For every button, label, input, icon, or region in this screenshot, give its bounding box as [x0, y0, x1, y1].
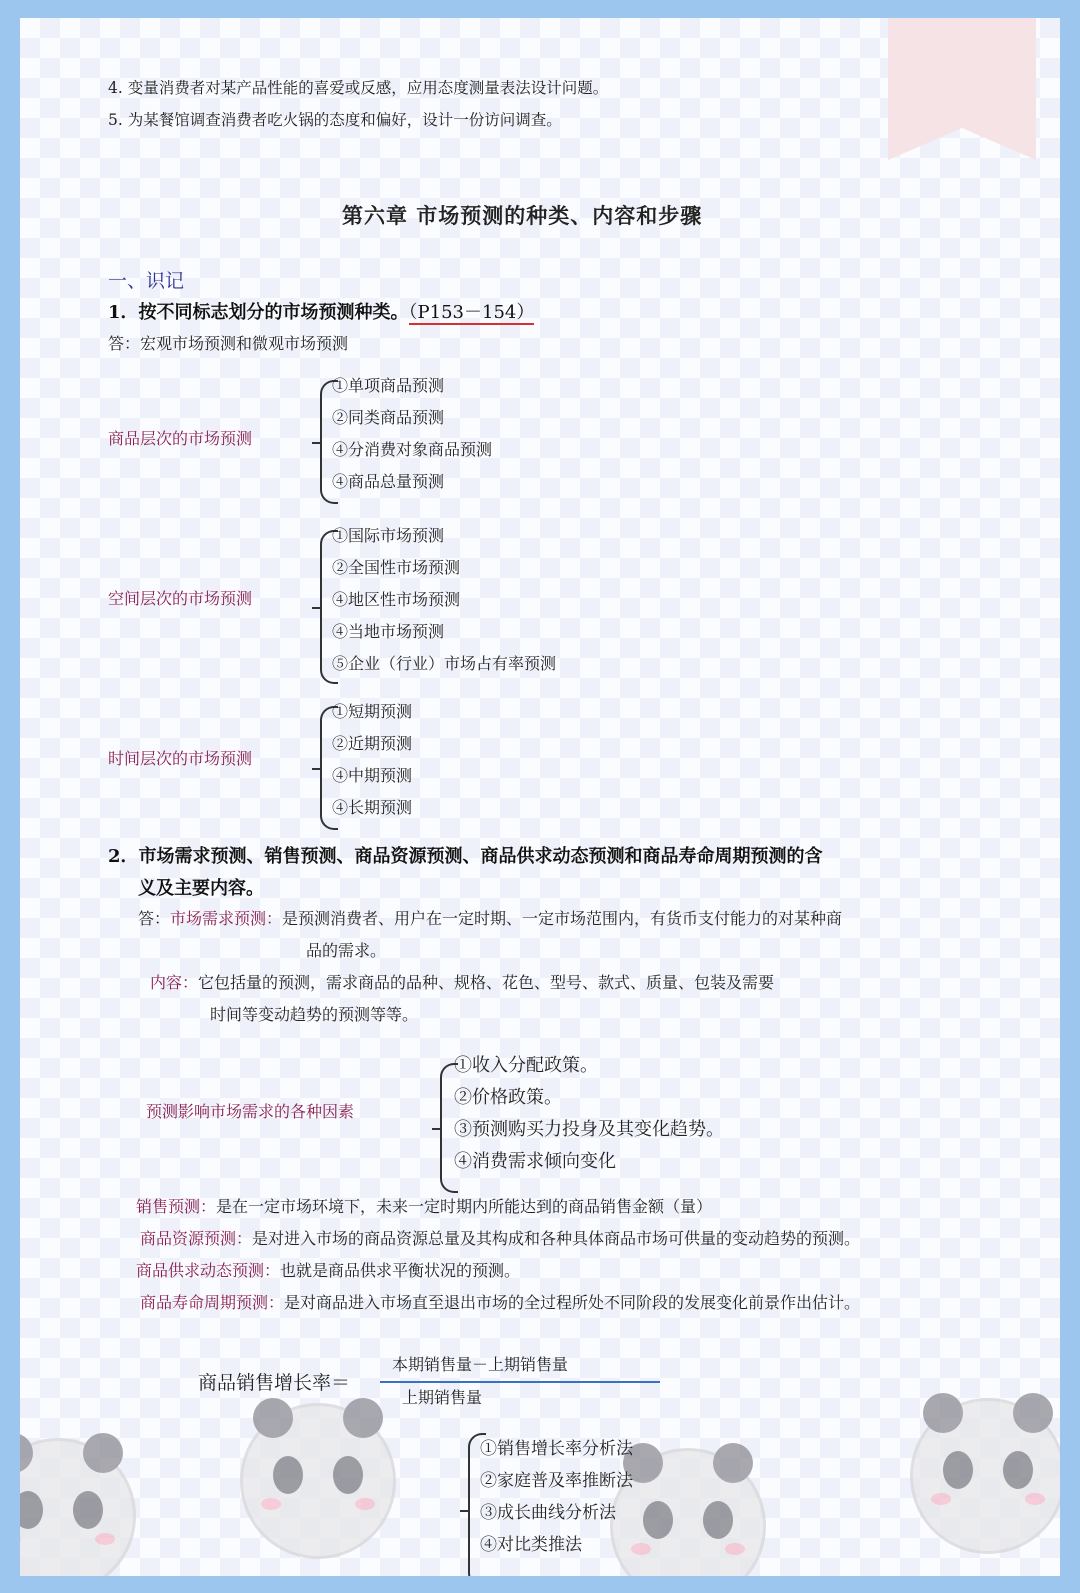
factors-label: 预测影响市场需求的各种因素 — [146, 1102, 355, 1121]
group-item: ①单项商品预测 — [332, 376, 445, 395]
group-item: ④商品总量预测 — [332, 472, 445, 491]
formula-lhs: 商品销售增长率＝ — [198, 1372, 351, 1394]
group-label-commodity: 商品层次的市场预测 — [108, 429, 253, 448]
prev-question-5: 5. 为某餐馆调查消费者吃火锅的态度和偏好，设计一份访问调查。 — [108, 111, 562, 129]
formula-denominator: 上期销售量 — [402, 1388, 483, 1407]
group-item: ④分消费对象商品预测 — [332, 440, 493, 459]
content-label: 内容： — [150, 973, 199, 992]
definition-supply-demand — [136, 1258, 520, 1281]
method-item: ③成长曲线分析法 — [480, 1503, 616, 1523]
factor-item: ①收入分配政策。 — [454, 1055, 598, 1076]
factor-item: ④消费需求倾向变化 — [454, 1151, 616, 1172]
definition-resources — [140, 1226, 860, 1249]
group-item: ④中期预测 — [332, 766, 413, 785]
formula-numerator: 本期销售量－上期销售量 — [392, 1355, 569, 1374]
chapter-title: 第六章 市场预测的种类、内容和步骤 — [342, 203, 703, 228]
method-item: ②家庭普及率推断法 — [480, 1471, 633, 1491]
group-item: ④长期预测 — [332, 798, 413, 817]
group-item: ⑤企业（行业）市场占有率预测 — [332, 654, 557, 673]
group-item: ②近期预测 — [332, 734, 413, 753]
factor-item: ③预测购买力投身及其变化趋势。 — [454, 1119, 724, 1140]
prev-question-4: 4. 变量消费者对某产品性能的喜爱或反感，应用态度测量表法设计问题。 — [108, 79, 609, 97]
definition-text: 也就是商品供求平衡状况的预测。 — [280, 1261, 521, 1280]
fraction-bar — [380, 1381, 660, 1383]
group-item: ①短期预测 — [332, 702, 413, 721]
group-item: ②同类商品预测 — [332, 408, 445, 427]
demand-label: 市场需求预测： — [170, 909, 283, 928]
panda-decoration-icon — [20, 1438, 136, 1576]
definition-text: 是在一定市场环境下，未来一定时期内所能达到的商品销售金额（量） — [216, 1197, 713, 1216]
bookmark-ribbon — [888, 18, 1036, 160]
group-label-time: 时间层次的市场预测 — [108, 749, 253, 768]
demand-text-cont: 品的需求。 — [306, 941, 387, 960]
document-page — [20, 18, 1060, 1576]
method-item: ①销售增长率分析法 — [480, 1439, 633, 1459]
question-1-title: 1．按不同标志划分的市场预测种类。 — [108, 302, 409, 323]
method-item: ④对比类推法 — [480, 1535, 582, 1555]
content-text-cont: 时间等变动趋势的预测等等。 — [210, 1005, 419, 1024]
definition-text: 是对进入市场的商品资源总量及其构成和各种具体商品市场可供量的变动趋势的预测。 — [252, 1229, 861, 1248]
factor-item: ②价格政策。 — [454, 1087, 562, 1108]
answer-1: 答：宏观市场预测和微观市场预测 — [108, 334, 349, 353]
definition-label: 商品资源预测： — [140, 1229, 253, 1248]
definition-sales — [136, 1194, 712, 1217]
question-2-line1: 2．市场需求预测、销售预测、商品资源预测、商品供求动态预测和商品寿命周期预测的含 — [108, 846, 823, 867]
definition-label: 销售预测： — [136, 1197, 217, 1216]
section-heading: 一、识记 — [108, 270, 185, 292]
panda-decoration-icon — [240, 1403, 396, 1559]
question-1 — [108, 298, 534, 324]
definition-label: 商品寿命周期预测： — [140, 1293, 285, 1312]
answer-prefix: 答： — [138, 909, 171, 928]
group-item: ④当地市场预测 — [332, 622, 445, 641]
panda-decoration-icon — [910, 1398, 1060, 1554]
panda-decoration-icon — [610, 1448, 766, 1576]
definition-text: 是对商品进入市场直至退出市场的全过程所处不同阶段的发展变化前景作出估计。 — [284, 1293, 861, 1312]
group-label-space: 空间层次的市场预测 — [108, 589, 253, 608]
question-2-line2: 义及主要内容。 — [138, 878, 264, 899]
definition-lifecycle — [140, 1290, 860, 1313]
group-item: ②全国性市场预测 — [332, 558, 461, 577]
demand-text: 是预测消费者、用户在一定时期、一定市场范围内，有货币支付能力的对某种商 — [282, 909, 843, 928]
content-text: 它包括量的预测，需求商品的品种、规格、花色、型号、款式、质量、包装及需要 — [198, 973, 775, 992]
definition-label: 商品供求动态预测： — [136, 1261, 281, 1280]
group-item: ④地区性市场预测 — [332, 590, 461, 609]
page-reference: （P153－154） — [408, 302, 535, 323]
group-item: ①国际市场预测 — [332, 526, 445, 545]
content-definition — [150, 970, 774, 993]
demand-definition — [138, 906, 842, 929]
